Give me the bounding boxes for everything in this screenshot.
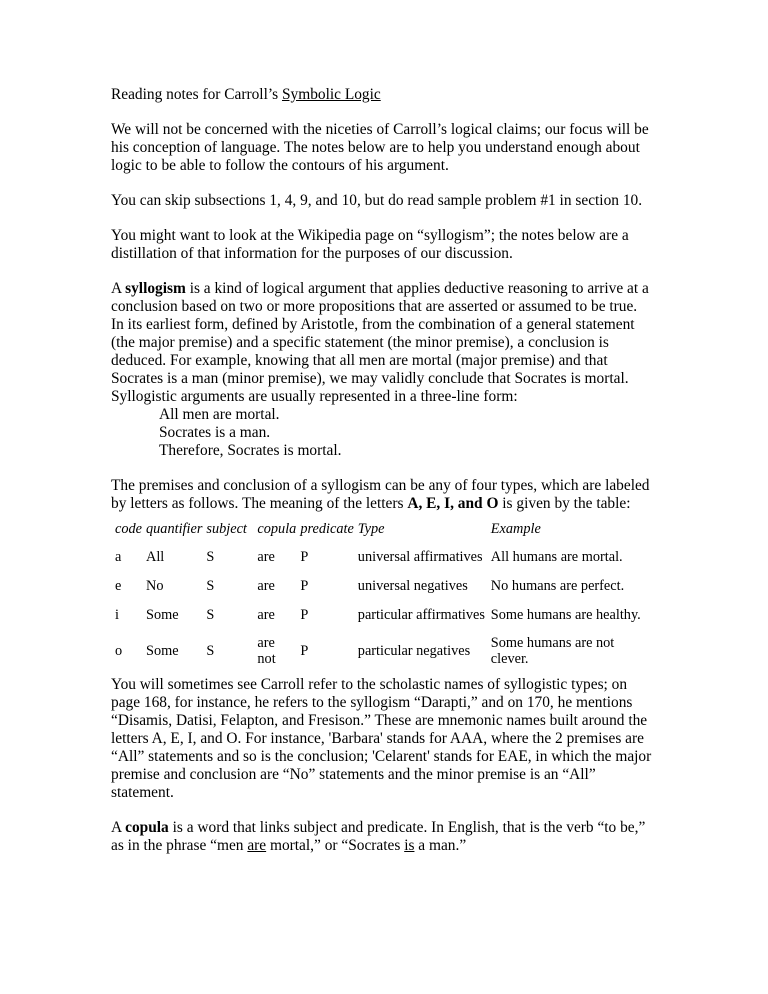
cell-subject: S: [206, 549, 215, 565]
cell-copula: are: [257, 578, 275, 594]
header-example: Example: [490, 521, 541, 537]
copula-term: copula: [125, 819, 169, 836]
cell-example: Some humans are not clever.: [490, 635, 615, 667]
cell-subject: S: [206, 607, 215, 623]
cell-subject: S: [206, 643, 215, 659]
table-header-row: [115, 521, 650, 540]
table-row: [115, 598, 650, 634]
cell-copula: are: [257, 607, 275, 623]
syllogism-post: is a kind of logical argument that applies deductive reasoning to arrive at a conclusion based on two or more propositions that are asserted or assumed to be true.: [111, 280, 649, 315]
cell-type: particular affirmatives: [357, 607, 485, 623]
cell-subject: S: [206, 578, 215, 594]
cell-quantifier: No: [146, 578, 164, 594]
syllogism-example: [111, 406, 659, 460]
copula-underlined-is: is: [404, 837, 415, 854]
cell-predicate: P: [300, 578, 309, 594]
copula-paragraph: [111, 819, 659, 855]
copula-pre: A: [111, 819, 126, 836]
document-body: [111, 86, 659, 872]
syllogism-types-table: [115, 521, 650, 670]
cell-code: e: [115, 578, 122, 594]
header-code: code: [115, 521, 142, 537]
copula-mid2: mortal,” or “Socrates: [266, 837, 405, 854]
cell-code: a: [115, 549, 122, 565]
example-line: All men are mortal.: [159, 406, 280, 423]
cell-copula: are not: [257, 635, 276, 667]
intro-paragraph: We will not be concerned with the niceties of Carroll’s logical claims; our focus will be his conception of language. The notes below are to help you understand enough about logic to be able to follow the contours of his argument.: [111, 121, 649, 174]
syllogism-paragraph: [111, 280, 659, 406]
cell-predicate: P: [300, 549, 309, 565]
types-bold: A, E, I, and O: [407, 495, 499, 512]
cell-quantifier: All: [146, 549, 165, 565]
copula-mid: is a word that links subject and predicate. In English, that is the verb “to be,” as in the phrase “men: [111, 819, 646, 854]
cell-type: universal affirmatives: [357, 549, 483, 565]
title-book: Symbolic Logic: [281, 86, 381, 103]
syllogism-term: syllogism: [125, 280, 186, 297]
cell-example: No humans are perfect.: [490, 578, 625, 594]
cell-type: particular negatives: [357, 643, 471, 659]
copula-end: a man.”: [414, 837, 467, 854]
scholastic-paragraph: You will sometimes see Carroll refer to the scholastic names of syllogistic types; on page 168, for instance, he refers to the syllogism “Darapti,” and on 170, he mentions “Disamis, Datisi, Felapton, and Fresison.” These are mnemonic names built around the letters A, E, I, and O. For instance, 'Barbara' stands for AAA, where the 2 premises are “All” statements and so is the conclusion; 'Celarent' stands for EAE, in which the major premise and conclusion are “No” statements and the minor premise is an “All” statement.: [111, 676, 652, 801]
syllogism-pre: A: [111, 280, 126, 297]
wikipedia-paragraph: You might want to look at the Wikipedia page on “syllogism”; the notes below are a distillation of that information for the purposes of our discussion.: [111, 227, 629, 262]
cell-example: Some humans are healthy.: [490, 607, 641, 623]
example-line: Socrates is a man.: [159, 424, 271, 441]
cell-predicate: P: [300, 643, 309, 659]
cell-quantifier: Some: [146, 607, 179, 623]
skip-paragraph: You can skip subsections 1, 4, 9, and 10, but do read sample problem #1 in section 10.: [111, 192, 643, 209]
cell-quantifier: Some: [146, 643, 179, 659]
types-text: The premises and conclusion of a syllogism can be any of four types, which are labeled by letters as follows. The meaning of the letters: [111, 477, 650, 512]
copula-underlined-are: are: [247, 837, 267, 854]
header-quantifier: quantifier: [146, 521, 203, 537]
types-paragraph: [111, 477, 659, 513]
header-subject: subject: [206, 521, 247, 537]
cell-predicate: P: [300, 607, 309, 623]
cell-copula: are: [257, 549, 275, 565]
example-line: Therefore, Socrates is mortal.: [159, 442, 342, 459]
cell-example: All humans are mortal.: [490, 549, 623, 565]
cell-type: universal negatives: [357, 578, 468, 594]
table-row: [115, 540, 650, 576]
header-predicate: predicate: [300, 521, 354, 537]
syllogism-line2: In its earliest form, defined by Aristotle, from the combination of a general statement (the major premise) and a specific statement (the minor premise), a conclusion is deduced. For example, knowing that all men are mortal (major premise) and that Socrates is a man (minor premise), we may validly conclude that Socrates is mortal. Syllogistic arguments are usually represented in a three-line form:: [111, 316, 635, 405]
table-row: [115, 576, 650, 598]
cell-code: i: [115, 607, 119, 623]
header-copula: copula: [257, 521, 297, 537]
cell-code: o: [115, 643, 123, 659]
types-tail: is given by the table:: [498, 495, 631, 512]
table-row: [115, 634, 650, 670]
document-title: [111, 86, 659, 104]
title-prefix: Reading notes for Carroll’s: [111, 86, 282, 103]
header-type: Type: [357, 521, 385, 537]
